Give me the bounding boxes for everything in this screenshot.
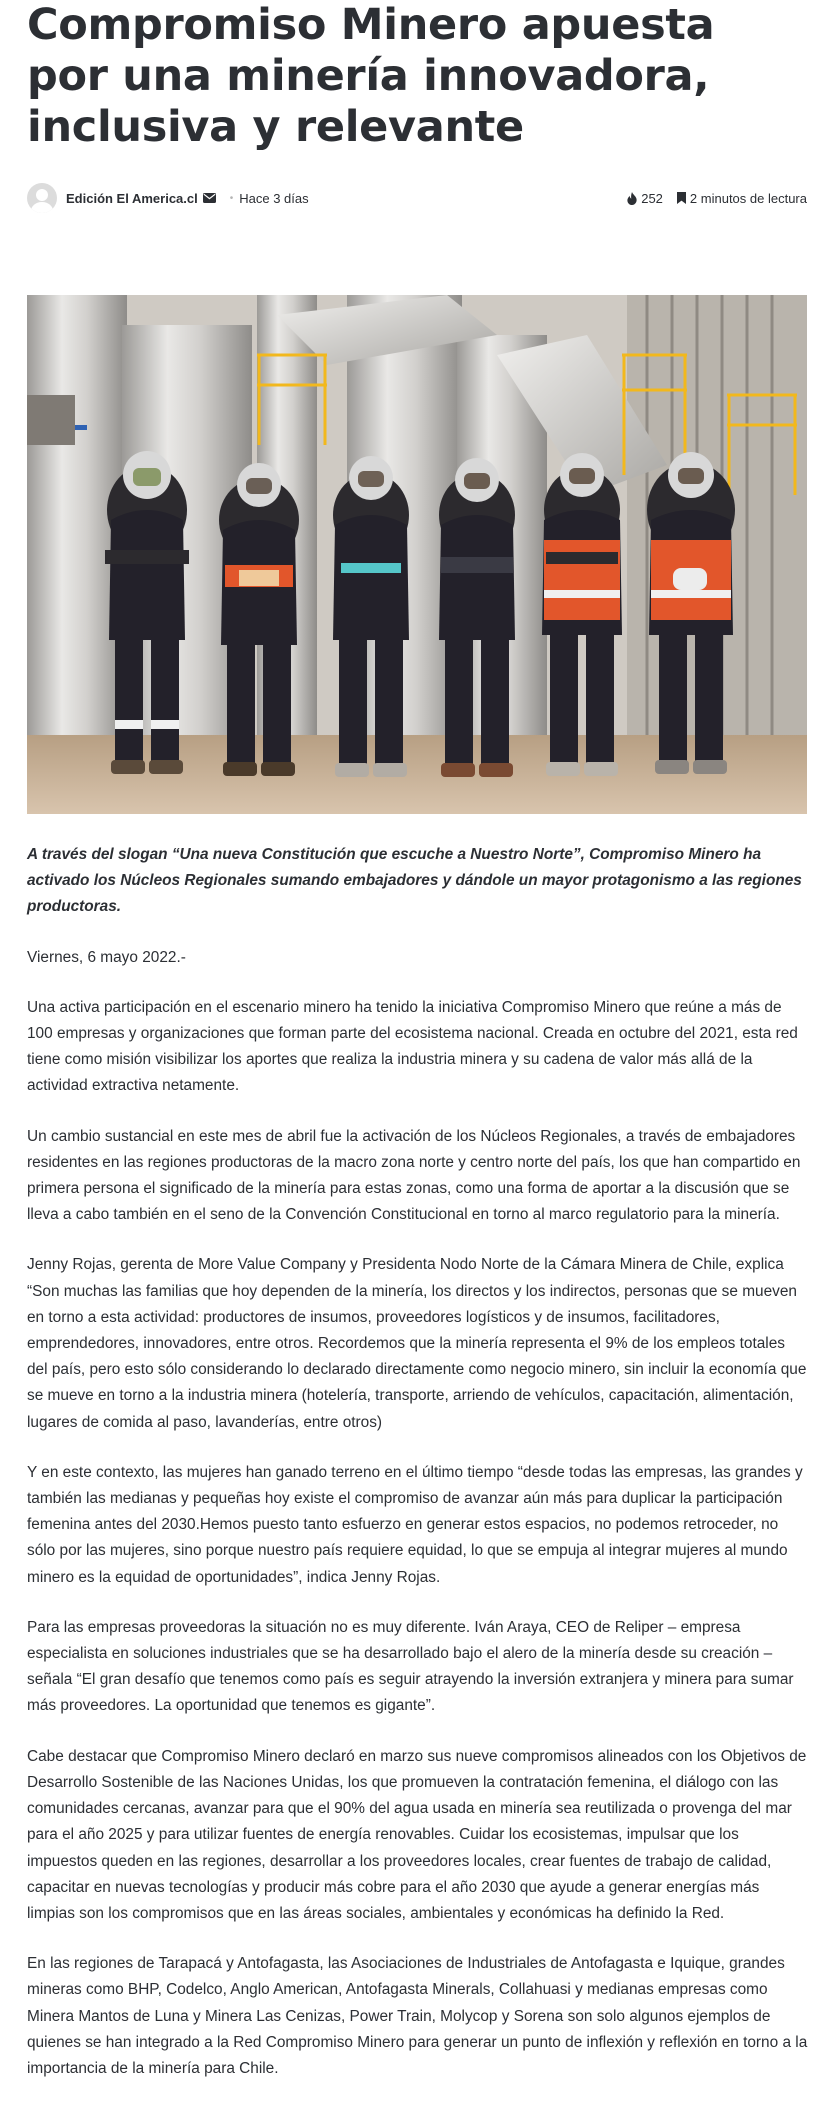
featured-image — [27, 295, 807, 814]
views-count — [627, 191, 663, 206]
bookmark-icon — [677, 192, 686, 204]
author-name[interactable]: Edición El America.cl — [66, 190, 198, 206]
article-title: Compromiso Minero apuesta por una minería innovadora, inclusiva y relevante — [27, 0, 715, 152]
article-paragraph: Un cambio sustancial en este mes de abril fue la activación de los Núcleos Regionales, a través de embajadores residentes en las regiones productoras de la macro zona norte y centro norte del país, los que han compartido en primera persona el significado de la minería para estas zonas, como una forma de aportar a la discusión que se lleva a cabo también en el seno de la Convención Constitucional en torno al marco regulatorio para la minería. — [27, 1127, 801, 1224]
article-paragraph: Y en este contexto, las mujeres han ganado terreno en el último tiempo “desde todas las empresas, las grandes y también las medianas y pequeñas hoy existe el compromiso de avanzar aún más para duplicar la participación femenina antes del 2030.Hemos puesto tanto esfuerzo en generar estos espacios, no podemos retroceder, no sólo por las mujeres, sino porque nuestro país requiere equidad, lo que se empuja al integrar mujeres al mundo minero es la equidad de oportunidades”, indica Jenny Rojas. — [27, 1463, 803, 1586]
envelope-icon[interactable] — [203, 193, 216, 203]
article-paragraph: Para las empresas proveedoras la situación no es muy diferente. Iván Araya, CEO de Reliper – empresa especialista en soluciones industriales que se ha desarrollado bajo el alero de la minería desde su creación – señala “El gran desafío que tenemos como país es seguir atrayendo la inversión extranjera y minera para sumar más proveedores. La oportunidad que tenemos es gigante”. — [27, 1618, 794, 1715]
article-paragraph: Una activa participación en el escenario minero ha tenido la iniciativa Compromiso Minero que reúne a más de 100 empresas y organizaciones que forman parte del ecosistema nacional. Creada en octubre del 2021, esta red tiene como misión visibilizar los aportes que realiza la industria minera y su cadena de valor más allá de la actividad extractiva netamente. — [27, 998, 798, 1095]
publish-date: Hace 3 días — [239, 190, 309, 206]
author-avatar[interactable] — [27, 183, 57, 213]
views-value: 252 — [641, 190, 663, 206]
article-dateline: Viernes, 6 mayo 2022.- — [27, 948, 186, 966]
article-paragraph: Cabe destacar que Compromiso Minero declaró en marzo sus nueve compromisos alineados con los Objetivos de Desarrollo Sostenible de las Naciones Unidas, los que promueven la contratación femenina, el diálogo con las comunidades cercanas, avanzar para que el 90% del agua usada en minería sea reutilizada o provenga del mar para el año 2025 y para utilizar fuentes de energía renovables. Cuidar los ecosistemas, impulsar que los impuestos queden en las regiones, desarrollar a los proveedores locales, crear fuentes de trabajo de calidad, capacitar en nuevas tecnologías y producir más cobre para el año 2030 que ayude a generar energías más limpias son los compromisos que en las áreas sociales, ambientales y económicas ha definido la Red. — [27, 1747, 807, 1922]
read-time-value: 2 minutos de lectura — [689, 190, 807, 206]
meta-separator: • — [229, 192, 234, 204]
post-stats — [627, 191, 807, 206]
post-meta — [27, 181, 807, 215]
article-paragraph: En las regiones de Tarapacá y Antofagasta, las Asociaciones de Industriales de Antofagasta e Iquique, grandes mineras como BHP, Codelco, Anglo American, Antofagasta Minerals, Collahuasi y medianas empresas como Minera Mantos de Luna y Minera Las Cenizas, Power Train, Molycop y Sorena son solo algunos ejemplos de quienes se han integrado a la Red Compromiso Minero para generar un punto de inflexión y reflexión en torno a la importancia de la minería para Chile. — [27, 1955, 808, 2077]
article-paragraph: Jenny Rojas, gerenta de More Value Company y Presidenta Nodo Norte de la Cámara Minera de Chile, explica “Son muchas las familias que hoy dependen de la minería, los directos y los indirectos, personas que se mueven en torno a esta actividad: productores de insumos, proveedores logísticos y de insumos, facilitadores, emprendedores, innovadores, entre otros. Recordemos que la minería representa el 9% de los empleos totales del país, pero esto sólo considerando lo declarado directamente como negocio minero, sin incluir la economía que se mueve en torno a la industria minera (hotelería, transporte, arriendo de vehículos, capacitación, alimentación, lugares de comida al paso, lavanderías, entre otros) — [27, 1256, 807, 1431]
article-lead: A través del slogan “Una nueva Constitución que escuche a Nuestro Norte”, Compromiso Minero ha activado los Núcleos Regionales sumando embajadores y dándole un mayor protagonismo a las regiones productoras. — [27, 846, 802, 916]
article-body — [27, 842, 809, 2103]
fire-icon — [627, 192, 637, 205]
read-time — [677, 191, 807, 206]
